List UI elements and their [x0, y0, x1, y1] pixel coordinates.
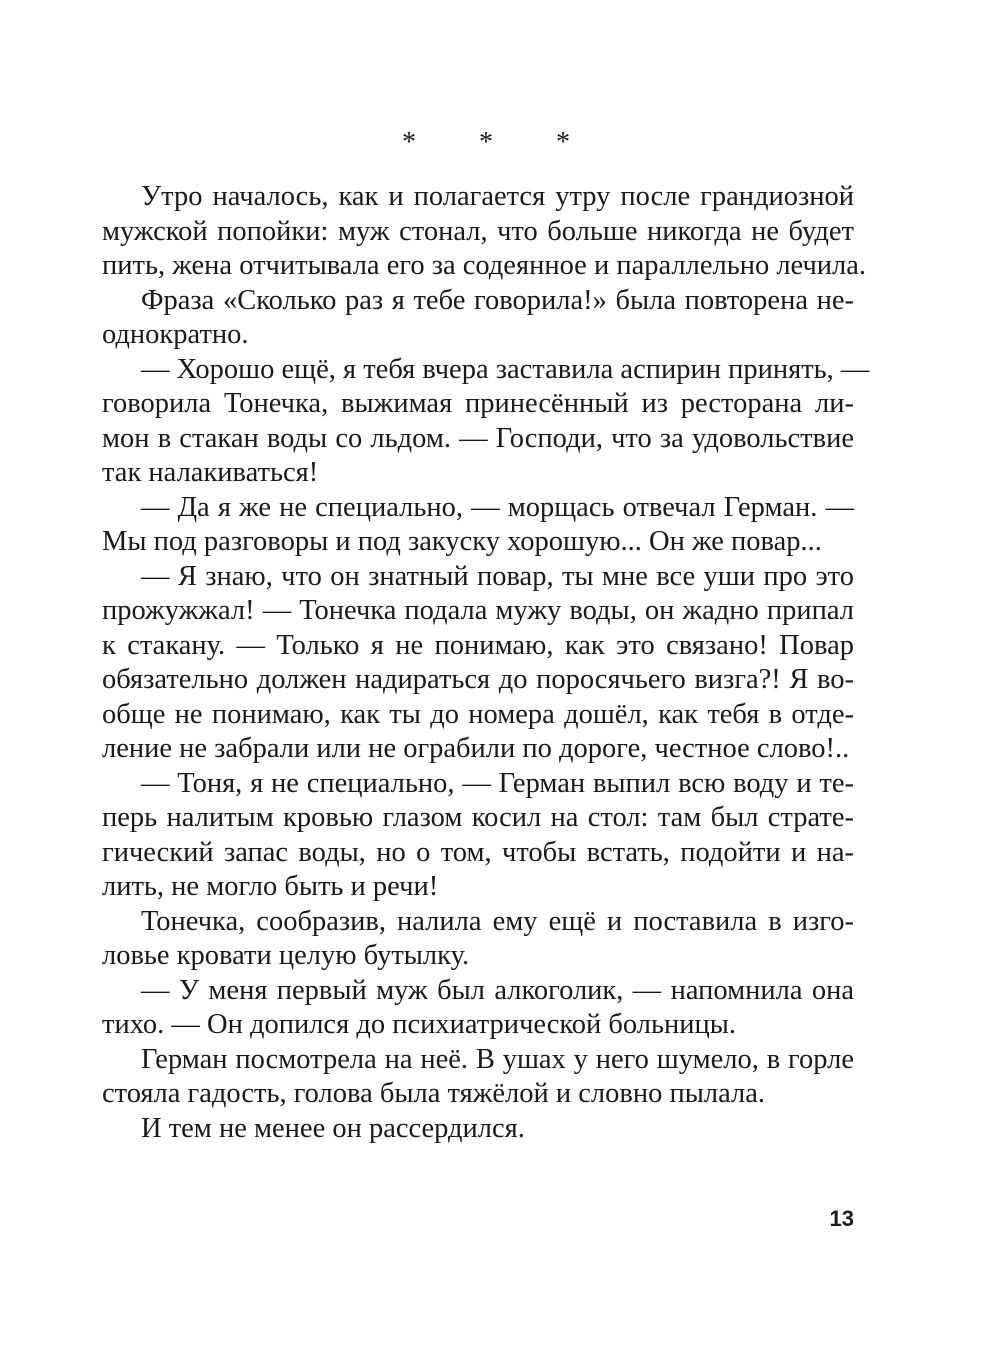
text-line: однократно. [102, 319, 249, 350]
text-line: прожужжал! — Тонечка подала мужу воды, он жадно припал [102, 595, 854, 626]
section-separator: * * * [402, 127, 598, 158]
text-line: гический запас воды, но о том, чтобы встать, подойти и на- [102, 836, 854, 868]
text-line: пить, жена отчитывала его за содеянное и параллельно лечила. [102, 250, 867, 281]
text-line: Мы под разговоры и под закуску хорошую... Он же повар... [102, 526, 822, 557]
text-line: обязательно должен надираться до поросячьего визга?! Я во- [102, 664, 854, 695]
text-line: Утро началось, как и полагается утру после грандиозной [141, 181, 854, 212]
text-line: — Я знаю, что он знатный повар, ты мне все уши про это [141, 560, 854, 592]
text-line: лить, не могло быть и речи! [102, 871, 439, 902]
text-line: Тонечка, сообразив, налила ему ещё и поставила в изго- [141, 905, 854, 937]
text-line: Фраза «Сколько раз я тебе говорила!» была повторена не- [141, 284, 854, 316]
text-line: к стакану. — Только я не понимаю, как это связано! Повар [102, 629, 854, 661]
text-line: И тем не менее он рассердился. [141, 1112, 525, 1144]
text-line: Герман посмотрела на неё. В ушах у него шумело, в горле [141, 1043, 854, 1075]
text-line: ление не забрали или не ограбили по дороге, честное слово!.. [102, 733, 850, 764]
body-text [102, 180, 870, 1146]
page-number: 13 [829, 1206, 854, 1231]
text-line: обще не понимаю, как ты до номера дошёл, как тебя в отде- [102, 698, 854, 730]
text-line: — Хорошо ещё, я тебя вчера заставила аспирин принять, — [141, 353, 870, 385]
text-line: говорила Тонечка, выжимая принесённый из ресторана ли- [102, 388, 854, 419]
text-line: — Тоня, я не специально, — Герман выпил всю воду и те- [141, 767, 854, 799]
text-line: так налакиваться! [102, 457, 319, 488]
text-line: ловье кровати целую бутылку. [102, 940, 470, 971]
text-line: мон в стакан воды со льдом. — Господи, что за удовольствие [102, 422, 854, 454]
text-line: тихо. — Он допился до психиатрической больницы. [102, 1009, 737, 1040]
text-line: — Да я же не специально, — морщась отвечал Герман. — [141, 491, 854, 523]
text-line: мужской попойки: муж стонал, что больше никогда не будет [102, 215, 854, 247]
text-line: стояла гадость, голова была тяжёлой и словно пылала. [102, 1078, 766, 1109]
text-line: — У меня первый муж был алкоголик, — напомнила она [141, 974, 854, 1006]
text-line: перь налитым кровью глазом косил на стол: там был страте- [102, 802, 854, 833]
